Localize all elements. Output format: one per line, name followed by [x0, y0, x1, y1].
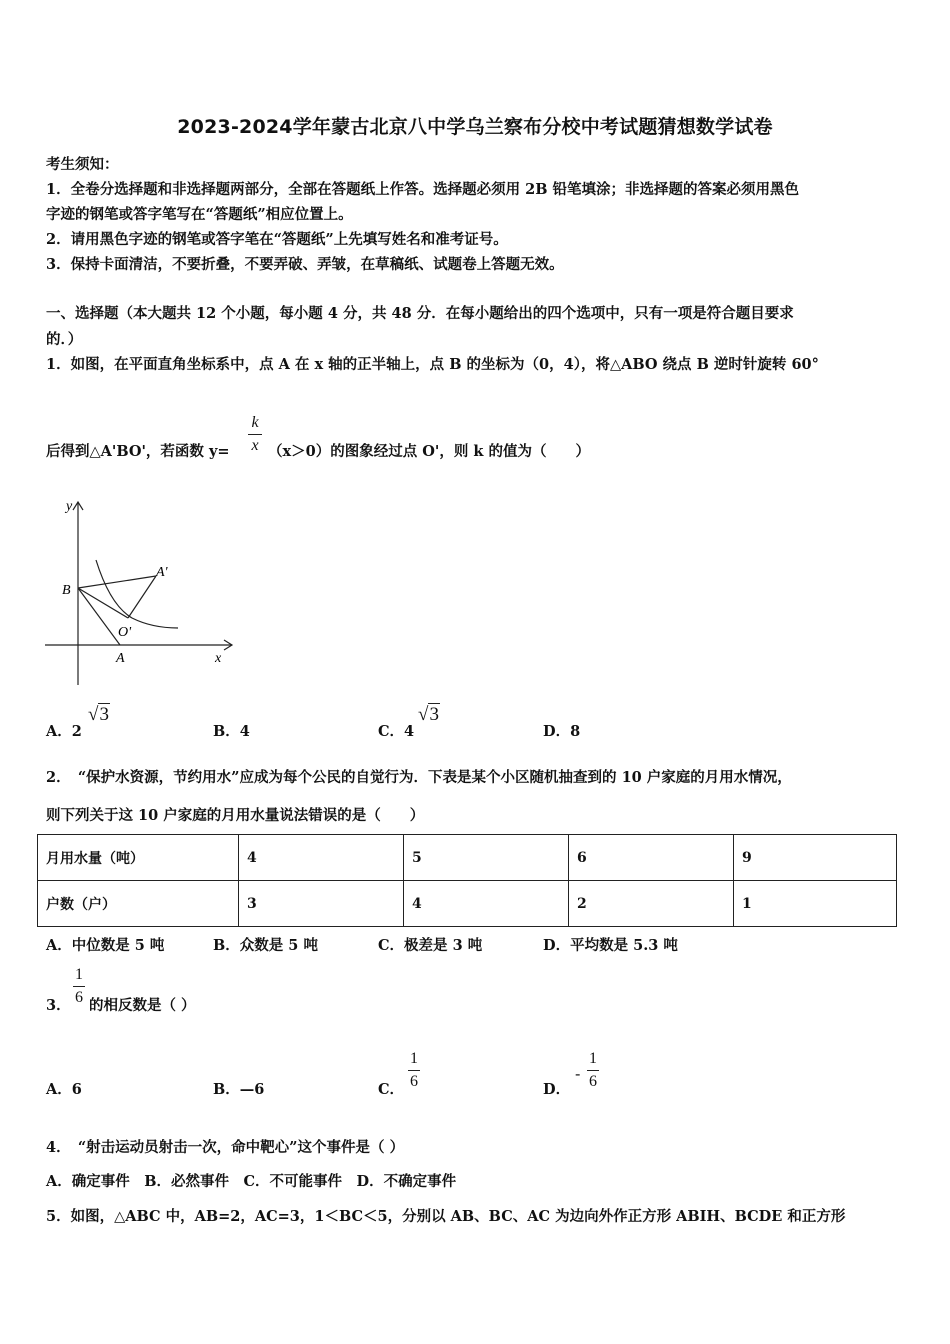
water-usage-table [37, 834, 897, 927]
table-cell: 9 [734, 835, 897, 881]
q3-option-c-num: 1 [410, 1050, 418, 1067]
q3-option-c-den: 6 [410, 1073, 418, 1090]
table-cell: 4 [404, 881, 569, 927]
q1-frac-num: k [251, 414, 259, 431]
q1-option-d[interactable]: D．8 [543, 723, 581, 740]
q1-option-b[interactable]: B．4 [213, 723, 250, 740]
q4-options[interactable]: A．确定事件 B．必然事件 C．不可能事件 D．不确定事件 [46, 1173, 457, 1190]
segment-ba [78, 588, 120, 645]
table-cell: 4 [239, 835, 404, 881]
segment-a-prime-o-prime [128, 576, 156, 618]
q1-option-a[interactable]: A．2 [46, 723, 82, 740]
q4-text: 4． “射击运动员射击一次，命中靶心”这个事件是（ ） [46, 1139, 405, 1156]
fraction-bar [73, 986, 85, 987]
notice-heading: 考生须知： [46, 156, 119, 173]
q1-line-b-pre: 后得到△A'BO'，若函数 y= [46, 443, 230, 460]
table-cell: 3 [239, 881, 404, 927]
segment-ba-prime [78, 576, 156, 588]
y-axis-label: y [66, 499, 73, 514]
table-cell: 户数（户） [38, 881, 239, 927]
q2-option-a[interactable]: A．中位数是 5 吨 [46, 937, 165, 954]
section1-line-b: 的．） [46, 331, 83, 348]
q2-line-a: 2． “保护水资源，节约用水”应成为每个公民的自觉行为．下表是某个小区随机抽查到的 10 户家庭的月用水情况， [46, 769, 792, 786]
x-axis-label: x [215, 651, 222, 666]
notice-line-1b: 字迹的钢笔或答字笔写在“答题纸”相应位置上。 [46, 206, 353, 223]
notice-line-1a: 1．全卷分选择题和非选择题两部分，全部在答题纸上作答。选择题必须用 2B 铅笔填涂；非选择题的答案必须用黑色 [46, 181, 800, 198]
q3-option-d-sign: - [575, 1064, 581, 1083]
q1-coordinate-figure [40, 490, 240, 685]
q2-option-b[interactable]: B．众数是 5 吨 [213, 937, 318, 954]
q3-option-d-den: 6 [589, 1073, 597, 1090]
table-cell: 2 [569, 881, 734, 927]
q1-option-c-radicand: 3 [429, 704, 439, 725]
q5-text: 5．如图，△ABC 中，AB=2，AC=3，1＜BC＜5，分别以 AB、BC、AC 为边向外作正方形 ABIH、BCDE 和正方形 [46, 1208, 846, 1225]
table-cell: 1 [734, 881, 897, 927]
q1-option-c-sqrt: √3 [418, 704, 439, 725]
fraction-bar [587, 1070, 599, 1071]
q3-number: 3． [46, 997, 71, 1014]
q1-line-b-post: （x＞0）的图象经过点 O'，则 k 的值为（ ） [268, 443, 590, 460]
point-a-label: A [116, 651, 125, 666]
page-title: 2023-2024学年蒙古北京八中学乌兰察布分校中考试题猜想数学试卷 [177, 116, 773, 138]
notice-line-3: 3．保持卡面清洁，不要折叠，不要弄破、弄皱，在草稿纸、试题卷上答题无效。 [46, 256, 564, 273]
q3-option-d-fraction [587, 1050, 599, 1091]
q1-option-a-sqrt: √3 [88, 704, 109, 725]
q1-fraction [248, 414, 262, 455]
table-cell: 6 [569, 835, 734, 881]
section1-line-a: 一、选择题（本大题共 12 个小题，每小题 4 分，共 48 分．在每小题给出的四个选项中，只有一项是符合题目要求 [46, 305, 794, 322]
q3-frac-num: 1 [75, 966, 83, 983]
point-o-prime-label: O' [118, 625, 132, 640]
q1-frac-den: x [251, 437, 259, 454]
q2-option-c[interactable]: C．极差是 3 吨 [378, 937, 483, 954]
q3-text: 的相反数是（ ） [89, 997, 196, 1014]
q3-fraction [73, 966, 85, 1007]
segment-bo-prime [78, 588, 128, 618]
table-cell: 月用水量（吨） [38, 835, 239, 881]
q2-line-b: 则下列关于这 10 户家庭的月用水量说法错误的是（ ） [46, 807, 425, 824]
table-cell: 5 [404, 835, 569, 881]
q1-line-a: 1．如图，在平面直角坐标系中，点 A 在 x 轴的正半轴上，点 B 的坐标为（0，4），将△ABO 绕点 B 逆时针旋转 60° [46, 356, 819, 373]
table-row [38, 835, 897, 881]
q2-option-d[interactable]: D．平均数是 5.3 吨 [543, 937, 678, 954]
q1-option-c[interactable]: C．4 [378, 723, 415, 740]
notice-line-2: 2．请用黑色字迹的钢笔或答字笔在“答题纸”上先填写姓名和准考证号。 [46, 231, 508, 248]
q1-option-a-radicand: 3 [99, 704, 109, 725]
q3-option-d[interactable]: D． [543, 1081, 571, 1098]
table-row [38, 881, 897, 927]
point-b-label: B [62, 583, 71, 598]
q3-option-c-fraction [408, 1050, 420, 1091]
q3-option-d-num: 1 [589, 1050, 597, 1067]
q3-frac-den: 6 [75, 989, 83, 1006]
point-a-prime-label: A' [156, 565, 168, 580]
fraction-bar [248, 434, 262, 435]
q3-option-a[interactable]: A．6 [46, 1081, 82, 1098]
fraction-bar [408, 1070, 420, 1071]
q3-option-b[interactable]: B．—6 [213, 1081, 265, 1098]
q3-option-c[interactable]: C． [378, 1081, 405, 1098]
